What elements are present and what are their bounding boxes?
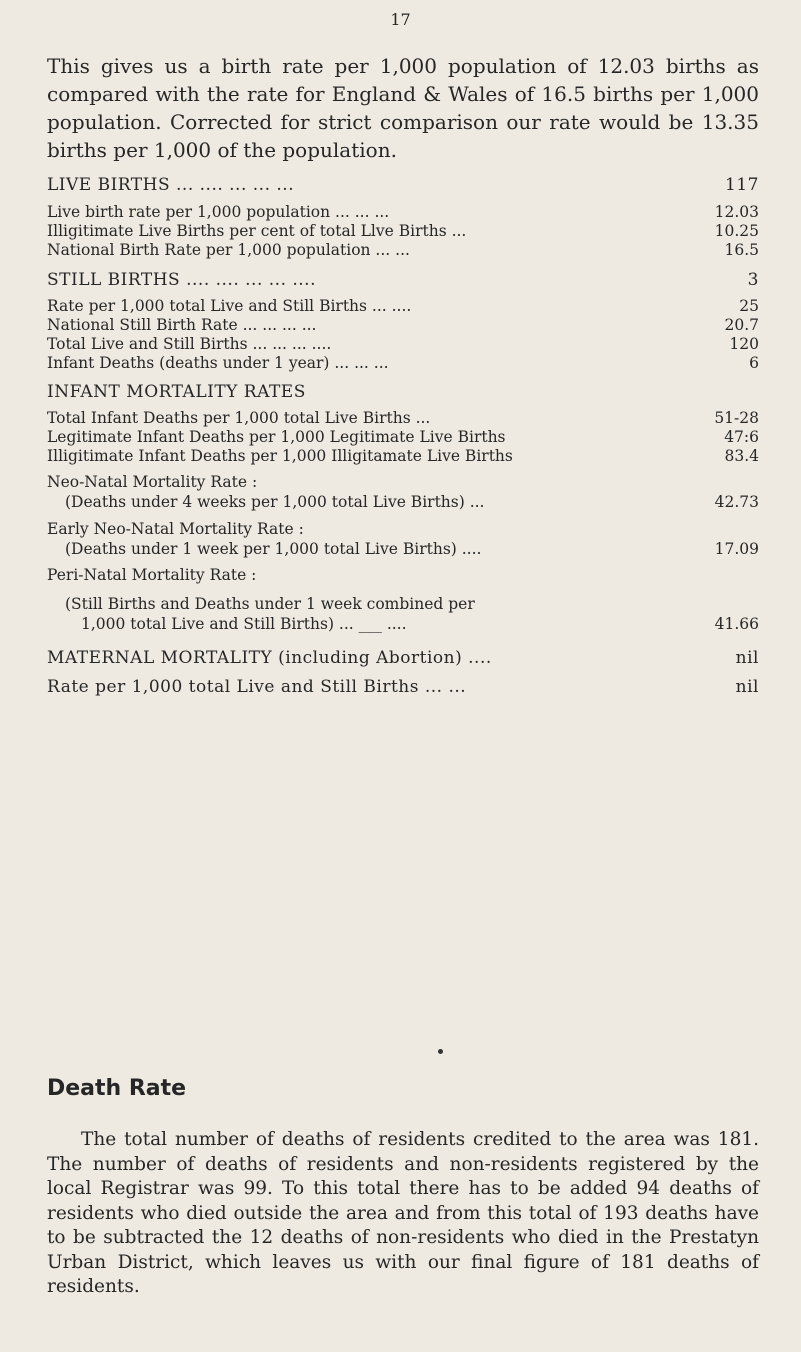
still-births-row: [47, 354, 759, 372]
row-value: 20.7: [724, 316, 759, 334]
row-value: 17.09: [714, 540, 759, 558]
row-value: 12.03: [714, 203, 759, 221]
row-value: 16.5: [724, 241, 759, 259]
neo-natal-label: Neo-Natal Mortality Rate :: [47, 473, 258, 491]
live-births-value: 117: [725, 175, 759, 195]
maternal-rate-row: [47, 677, 759, 697]
row-value: 6: [749, 354, 759, 372]
row-label: Total Infant Deaths per 1,000 total Live Births ...: [47, 409, 431, 427]
still-births-row: [47, 316, 759, 334]
infant-mortality-row: [47, 409, 759, 427]
live-births-row: [47, 222, 759, 240]
infant-mortality-heading: [47, 382, 759, 402]
stray-dot: [438, 1049, 443, 1054]
page-number: 17: [390, 10, 411, 29]
row-value: 42.73: [714, 493, 759, 511]
row-value: 25: [739, 297, 759, 315]
early-neo-natal-label: Early Neo-Natal Mortality Rate :: [47, 520, 304, 538]
live-births-title: LIVE BIRTHS ... .... ... ... ...: [47, 175, 295, 195]
peri-natal-detail: (Still Births and Deaths under 1 week combined per: [65, 595, 475, 613]
row-value: nil: [735, 677, 759, 697]
still-births-value: 3: [747, 270, 759, 290]
infant-mortality-row: [47, 447, 759, 465]
row-value: 51-28: [714, 409, 759, 427]
row-value: 83.4: [724, 447, 759, 465]
infant-mortality-title: INFANT MORTALITY RATES: [47, 382, 306, 402]
death-rate-heading: Death Rate: [47, 1076, 187, 1101]
live-births-heading: [47, 175, 759, 195]
row-label: Rate per 1,000 total Live and Still Births ... ....: [47, 297, 412, 315]
row-label: Live birth rate per 1,000 population ... ... ...: [47, 203, 390, 221]
live-births-row: [47, 241, 759, 259]
row-label: 1,000 total Live and Still Births) ... ___ ....: [81, 615, 407, 633]
death-rate-paragraph: The total number of deaths of residents credited to the area was 181. The number of deaths of residents and non-residents registered by the local Registrar was 99. To this total there has to be added 94 deaths of residents who died outside the area and from this total of 193 deaths have to be subtracted the 12 deaths of non-residents who died in the Prestatyn Urban District, which leaves us with our final figure of 181 deaths of residents.: [47, 1129, 759, 1297]
row-label: National Birth Rate per 1,000 population ... ...: [47, 241, 410, 259]
maternal-mortality-heading: [47, 648, 759, 668]
row-label: (Deaths under 4 weeks per 1,000 total Live Births) ...: [65, 493, 485, 511]
row-label: Legitimate Infant Deaths per 1,000 Legitimate Live Births: [47, 428, 506, 446]
row-label: Total Live and Still Births ... ... ... ....: [47, 335, 332, 353]
still-births-row: [47, 335, 759, 353]
still-births-title: STILL BIRTHS .... .... ... ... ....: [47, 270, 316, 290]
row-label: National Still Birth Rate ... ... ... ...: [47, 316, 317, 334]
peri-natal-row: [81, 615, 759, 633]
row-label: Infant Deaths (deaths under 1 year) ... ... ...: [47, 354, 389, 372]
row-value: 120: [729, 335, 759, 353]
row-value: 41.66: [714, 615, 759, 633]
row-value: 47:6: [724, 428, 759, 446]
maternal-mortality-title: MATERNAL MORTALITY (including Abortion) ....: [47, 648, 492, 668]
intro-paragraph: This gives us a birth rate per 1,000 population of 12.03 births as compared with the rate for England & Wales of 16.5 births per 1,000 population. Corrected for strict comparison our rate would be 13.35 births per 1,000 of the population.: [47, 54, 759, 162]
early-neo-natal-row: [65, 540, 759, 558]
neo-natal-row: [65, 493, 759, 511]
live-births-row: [47, 203, 759, 221]
row-label: Illigitimate Live Births per cent of total Llve Births ...: [47, 222, 467, 240]
still-births-row: [47, 297, 759, 315]
row-label: Rate per 1,000 total Live and Still Births ... ...: [47, 677, 467, 697]
row-value: 10.25: [714, 222, 759, 240]
maternal-mortality-value: nil: [735, 648, 759, 668]
still-births-heading: [47, 270, 759, 290]
row-label: Illigitimate Infant Deaths per 1,000 Illigitamate Live Births: [47, 447, 513, 465]
peri-natal-label: Peri-Natal Mortality Rate :: [47, 566, 257, 584]
infant-mortality-row: [47, 428, 759, 446]
row-label: (Deaths under 1 week per 1,000 total Live Births) ....: [65, 540, 482, 558]
